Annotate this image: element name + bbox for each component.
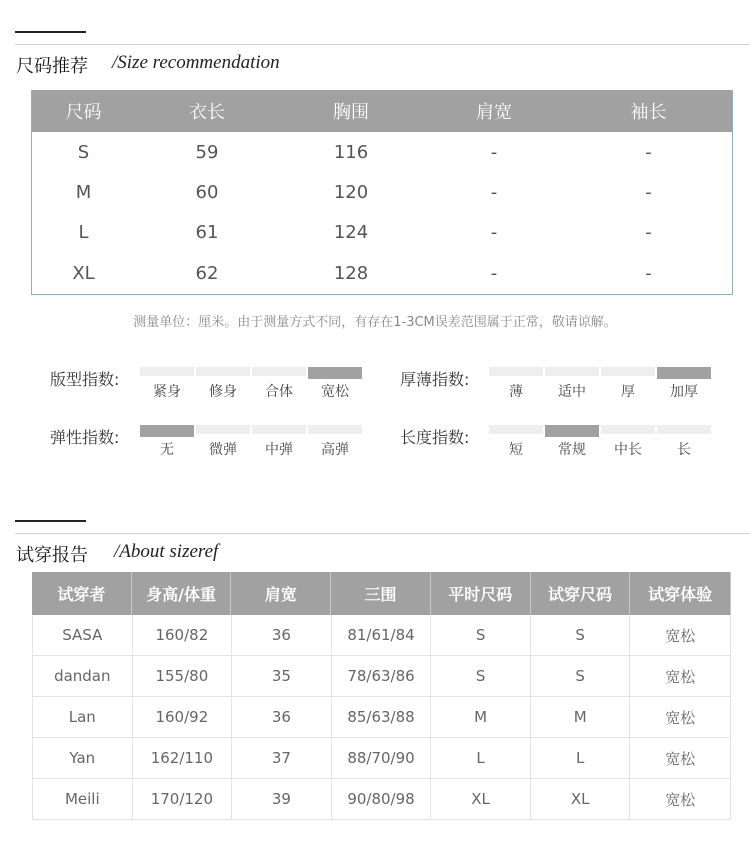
trial-header-cell: 身高/体重 [132,572,232,615]
size-section-subtitle: /Size recommendation [112,52,280,73]
size-cell: 59 [195,141,219,163]
size-cell: M [75,181,92,203]
trial-cell: 35 [232,656,332,696]
trial-cell: 37 [232,738,332,778]
trial-cell: L [431,738,531,778]
measurement-note: 测量单位：厘米。由于测量方式不同，有存在1-3CM误差范围属于正常，敬请谅解。 [133,315,617,330]
size-cell: - [645,221,652,243]
size-cell: - [645,141,652,163]
index-option: 修身 [209,384,237,400]
index-segment [489,425,543,434]
size-cell: L [78,221,89,243]
size-section-title: 尺码推荐 [16,56,88,77]
size-cell: S [77,141,90,163]
size-header-cell: 尺码 [65,102,102,123]
size-header-cell: 衣长 [189,102,225,123]
trial-cell: 39 [232,779,332,819]
trial-cell: 宽松 [630,656,731,696]
index-segment-selected [308,367,362,379]
index-option: 无 [160,442,174,458]
trial-cell: 宽松 [630,615,731,655]
size-header-cell: 肩宽 [476,102,512,123]
trial-cell: Meili [32,779,133,819]
size-cell: 62 [195,262,219,284]
index-option: 宽松 [321,384,349,400]
trial-cell: L [531,738,631,778]
index-option: 中弹 [265,442,293,458]
length-index-label: 长度指数: [400,428,470,447]
size-cell: - [645,262,652,284]
trial-cell: 88/70/90 [332,738,432,778]
trial-header-cell: 三围 [331,572,431,615]
size-table [31,90,733,295]
trial-header-cell: 试穿体验 [630,572,731,615]
trial-table-row [32,779,731,820]
size-table-row [32,132,732,172]
size-cell: 61 [195,221,219,243]
section-divider-thin [15,44,750,45]
index-option: 短 [509,442,523,458]
index-option: 紧身 [153,384,181,400]
index-segment [489,367,543,376]
trial-table-header [32,572,731,615]
index-segment [657,425,711,434]
trial-cell: S [531,615,631,655]
size-cell: XL [72,262,95,284]
size-table-row [32,172,732,212]
index-segment-selected [657,367,711,379]
size-table-row [32,212,732,252]
index-segment [196,367,250,376]
index-option: 微弹 [209,442,237,458]
trial-cell: M [431,697,531,737]
trial-cell: 宽松 [630,697,731,737]
elasticity-index-options [140,439,362,459]
size-cell: 124 [333,221,369,243]
size-cell: 128 [333,262,369,284]
trial-cell: 160/82 [133,615,233,655]
trial-header-cell: 平时尺码 [431,572,531,615]
trial-cell: 160/92 [133,697,233,737]
trial-cell: XL [531,779,631,819]
trial-cell: 81/61/84 [332,615,432,655]
trial-table-row [32,697,731,738]
trial-cell: Lan [32,697,133,737]
thickness-index-bar [489,367,711,379]
trial-cell: 宽松 [630,738,731,778]
size-table-header [32,90,732,132]
trial-cell: 155/80 [133,656,233,696]
index-option: 适中 [558,384,586,400]
index-segment [140,367,194,376]
size-cell: 60 [195,181,219,203]
thickness-index-label: 厚薄指数: [400,370,470,389]
index-segment [308,425,362,434]
trial-cell: 170/120 [133,779,233,819]
index-option: 厚 [621,384,635,400]
length-index-options [489,439,711,459]
size-cell: - [490,262,498,284]
index-option: 高弹 [321,442,349,458]
index-option: 长 [677,442,691,458]
fit-index-label: 版型指数: [50,370,120,389]
index-option: 常规 [558,442,586,458]
trial-section-subtitle: /About sizeref [114,541,219,562]
index-segment [196,425,250,434]
fit-index-options [140,381,362,401]
section-divider-thin [15,533,750,534]
trial-cell: 90/80/98 [332,779,432,819]
trial-cell: 162/110 [133,738,233,778]
trial-header-cell: 试穿者 [32,572,132,615]
size-cell: 116 [333,141,369,163]
trial-cell: dandan [32,656,133,696]
trial-cell: SASA [32,615,133,655]
index-segment [252,367,306,376]
size-header-cell: 胸围 [333,102,369,123]
elasticity-index-bar [140,425,362,437]
index-option: 合体 [265,384,293,400]
index-segment-selected [140,425,194,437]
size-cell: - [490,181,498,203]
trial-cell: 85/63/88 [332,697,432,737]
trial-table-row [32,738,731,779]
size-cell: - [490,141,498,163]
thickness-index-options [489,381,711,401]
index-option: 中长 [614,442,642,458]
trial-cell: 宽松 [630,779,731,819]
trial-cell: 36 [232,697,332,737]
trial-cell: 36 [232,615,332,655]
trial-cell: Yan [32,738,133,778]
trial-table-row [32,656,731,697]
size-cell: - [645,181,652,203]
trial-header-cell: 肩宽 [231,572,331,615]
size-header-cell: 袖长 [630,102,667,123]
index-segment [601,367,655,376]
index-segment [545,367,599,376]
fit-index-bar [140,367,362,379]
trial-cell: 78/63/86 [332,656,432,696]
trial-cell: S [431,615,531,655]
trial-cell: M [531,697,631,737]
trial-section-title: 试穿报告 [16,545,88,566]
trial-table-row [32,615,731,656]
index-segment [601,425,655,434]
elasticity-index-label: 弹性指数: [50,428,120,447]
trial-cell: S [431,656,531,696]
trial-header-cell: 试穿尺码 [531,572,631,615]
trial-table [32,572,731,820]
index-segment [252,425,306,434]
trial-cell: XL [431,779,531,819]
section-divider-thick [15,31,86,33]
size-table-row [32,252,732,294]
size-cell: 120 [333,181,369,203]
section-divider-thick [15,520,86,522]
index-option: 加厚 [670,384,698,400]
length-index-bar [489,425,711,437]
trial-cell: S [531,656,631,696]
index-segment-selected [545,425,599,437]
index-option: 薄 [509,384,523,400]
size-cell: - [490,221,498,243]
